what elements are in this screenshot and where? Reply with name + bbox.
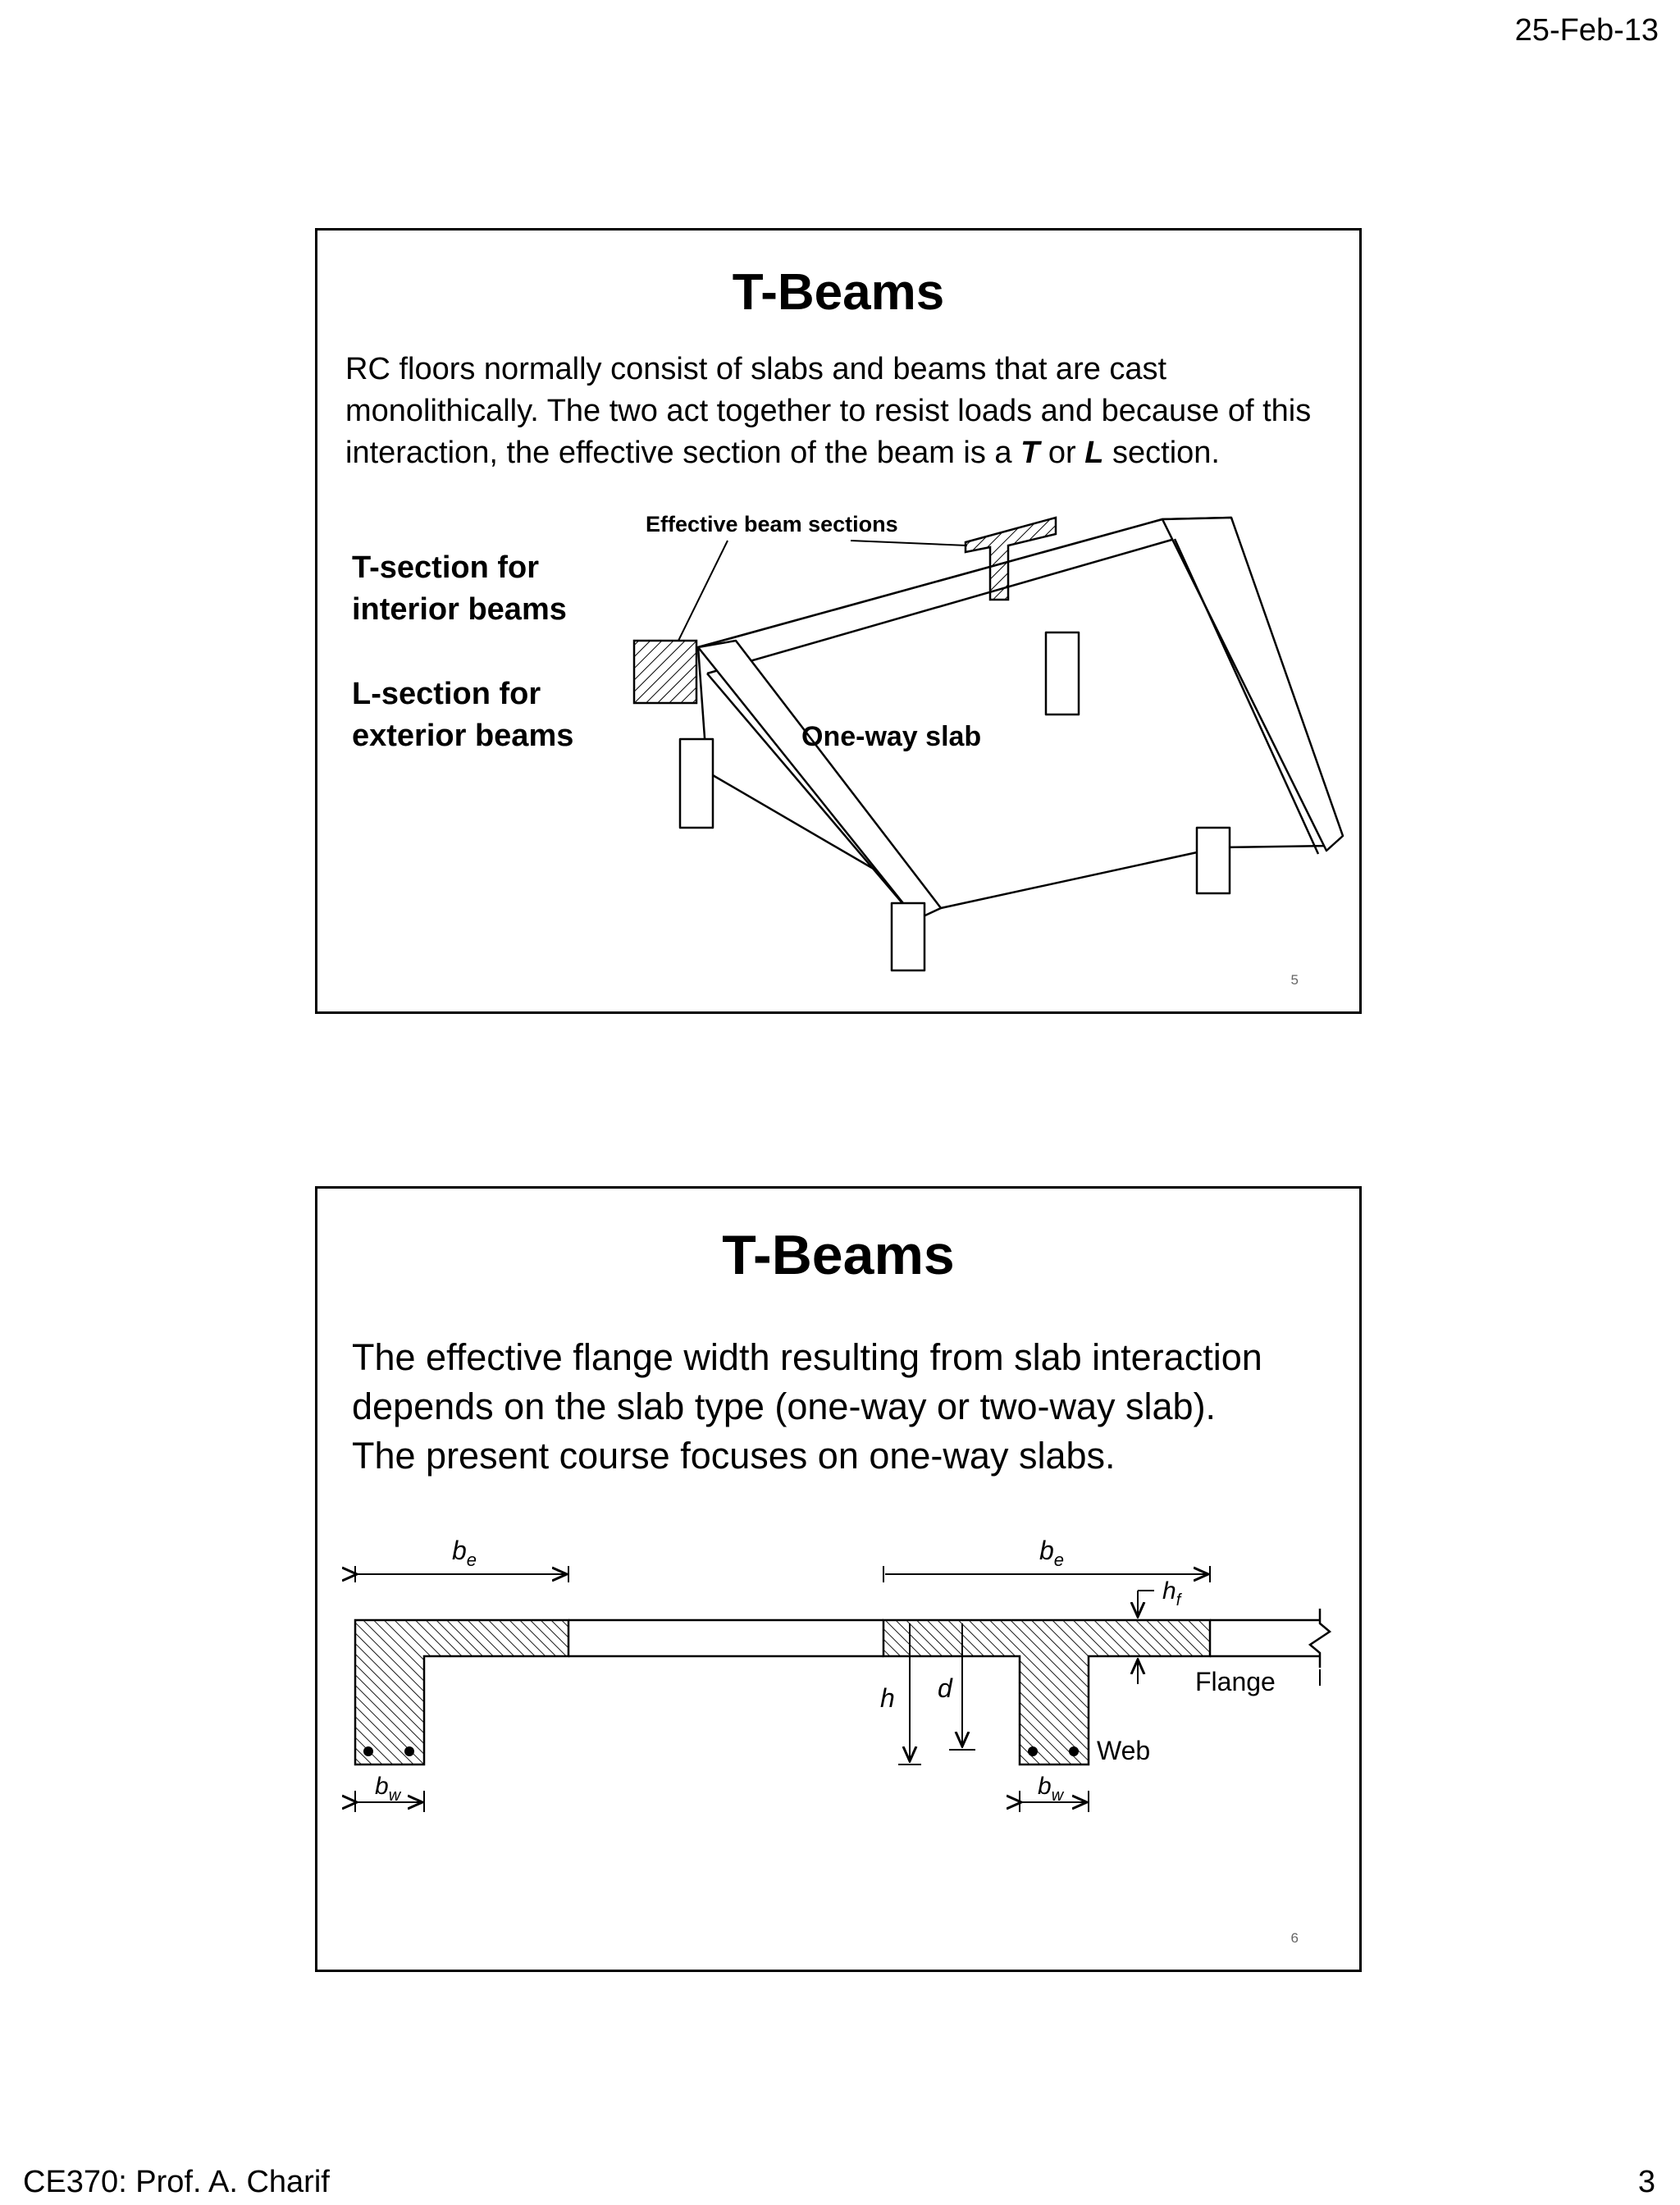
t-beam-section	[883, 1620, 1210, 1764]
body-line-2: depends on the slab type (one-way or two-way slab).	[352, 1386, 1217, 1427]
effective-beam-sections-label: Effective beam sections	[646, 512, 898, 536]
slide-6	[315, 1186, 1362, 1972]
bw-label-left: $b_w$	[375, 1773, 401, 1805]
hf-label: $h_f$	[1162, 1577, 1181, 1609]
body-text-end: section.	[1103, 436, 1220, 470]
slide-title: T-Beams	[732, 264, 945, 321]
floor-system-figure	[317, 231, 1359, 1011]
body-line-1: The effective flange width resulting from slab interaction	[352, 1336, 1262, 1378]
be-label-left: $b_e$	[452, 1536, 477, 1570]
bw-label-right: $b_w$	[1038, 1773, 1064, 1805]
body-line-3: The present course focuses on one-way slabs.	[352, 1435, 1116, 1477]
l-section-hatch	[634, 641, 696, 703]
l-section-label-line2: exterior beams	[352, 719, 574, 753]
slide-number: 6	[1290, 1930, 1299, 1946]
footer-course: CE370: Prof. A. Charif	[23, 2165, 330, 2199]
body-text-start: RC floors normally consist of slabs and beams that are cast monolithically. The two act together to resist loads and because of this interaction, the effective section of the beam is a	[345, 352, 1312, 470]
slide-title: T-Beams	[722, 1224, 955, 1286]
t-section-label-line1: T-section for	[352, 550, 540, 585]
h-label: h	[880, 1683, 895, 1713]
body-text-t: T	[1020, 436, 1040, 470]
t-beam-section-figure	[317, 1189, 1359, 1970]
body-text-l: L	[1084, 436, 1104, 470]
body-text-or: or	[1039, 436, 1085, 470]
d-label: d	[938, 1673, 952, 1703]
be-label-right: $b_e$	[1039, 1536, 1065, 1570]
l-section-label-line1: L-section for	[352, 677, 541, 711]
flange-label: Flange	[1195, 1667, 1276, 1696]
t-section-label-line2: interior beams	[352, 592, 567, 627]
slide-number: 5	[1290, 972, 1299, 988]
slide-5	[315, 228, 1362, 1014]
page-date: 25-Feb-13	[1514, 13, 1659, 48]
web-label: Web	[1097, 1736, 1151, 1765]
l-beam-section	[355, 1620, 568, 1764]
one-way-slab-label: One-way slab	[801, 721, 982, 752]
footer-page-number: 3	[1637, 2165, 1655, 2199]
